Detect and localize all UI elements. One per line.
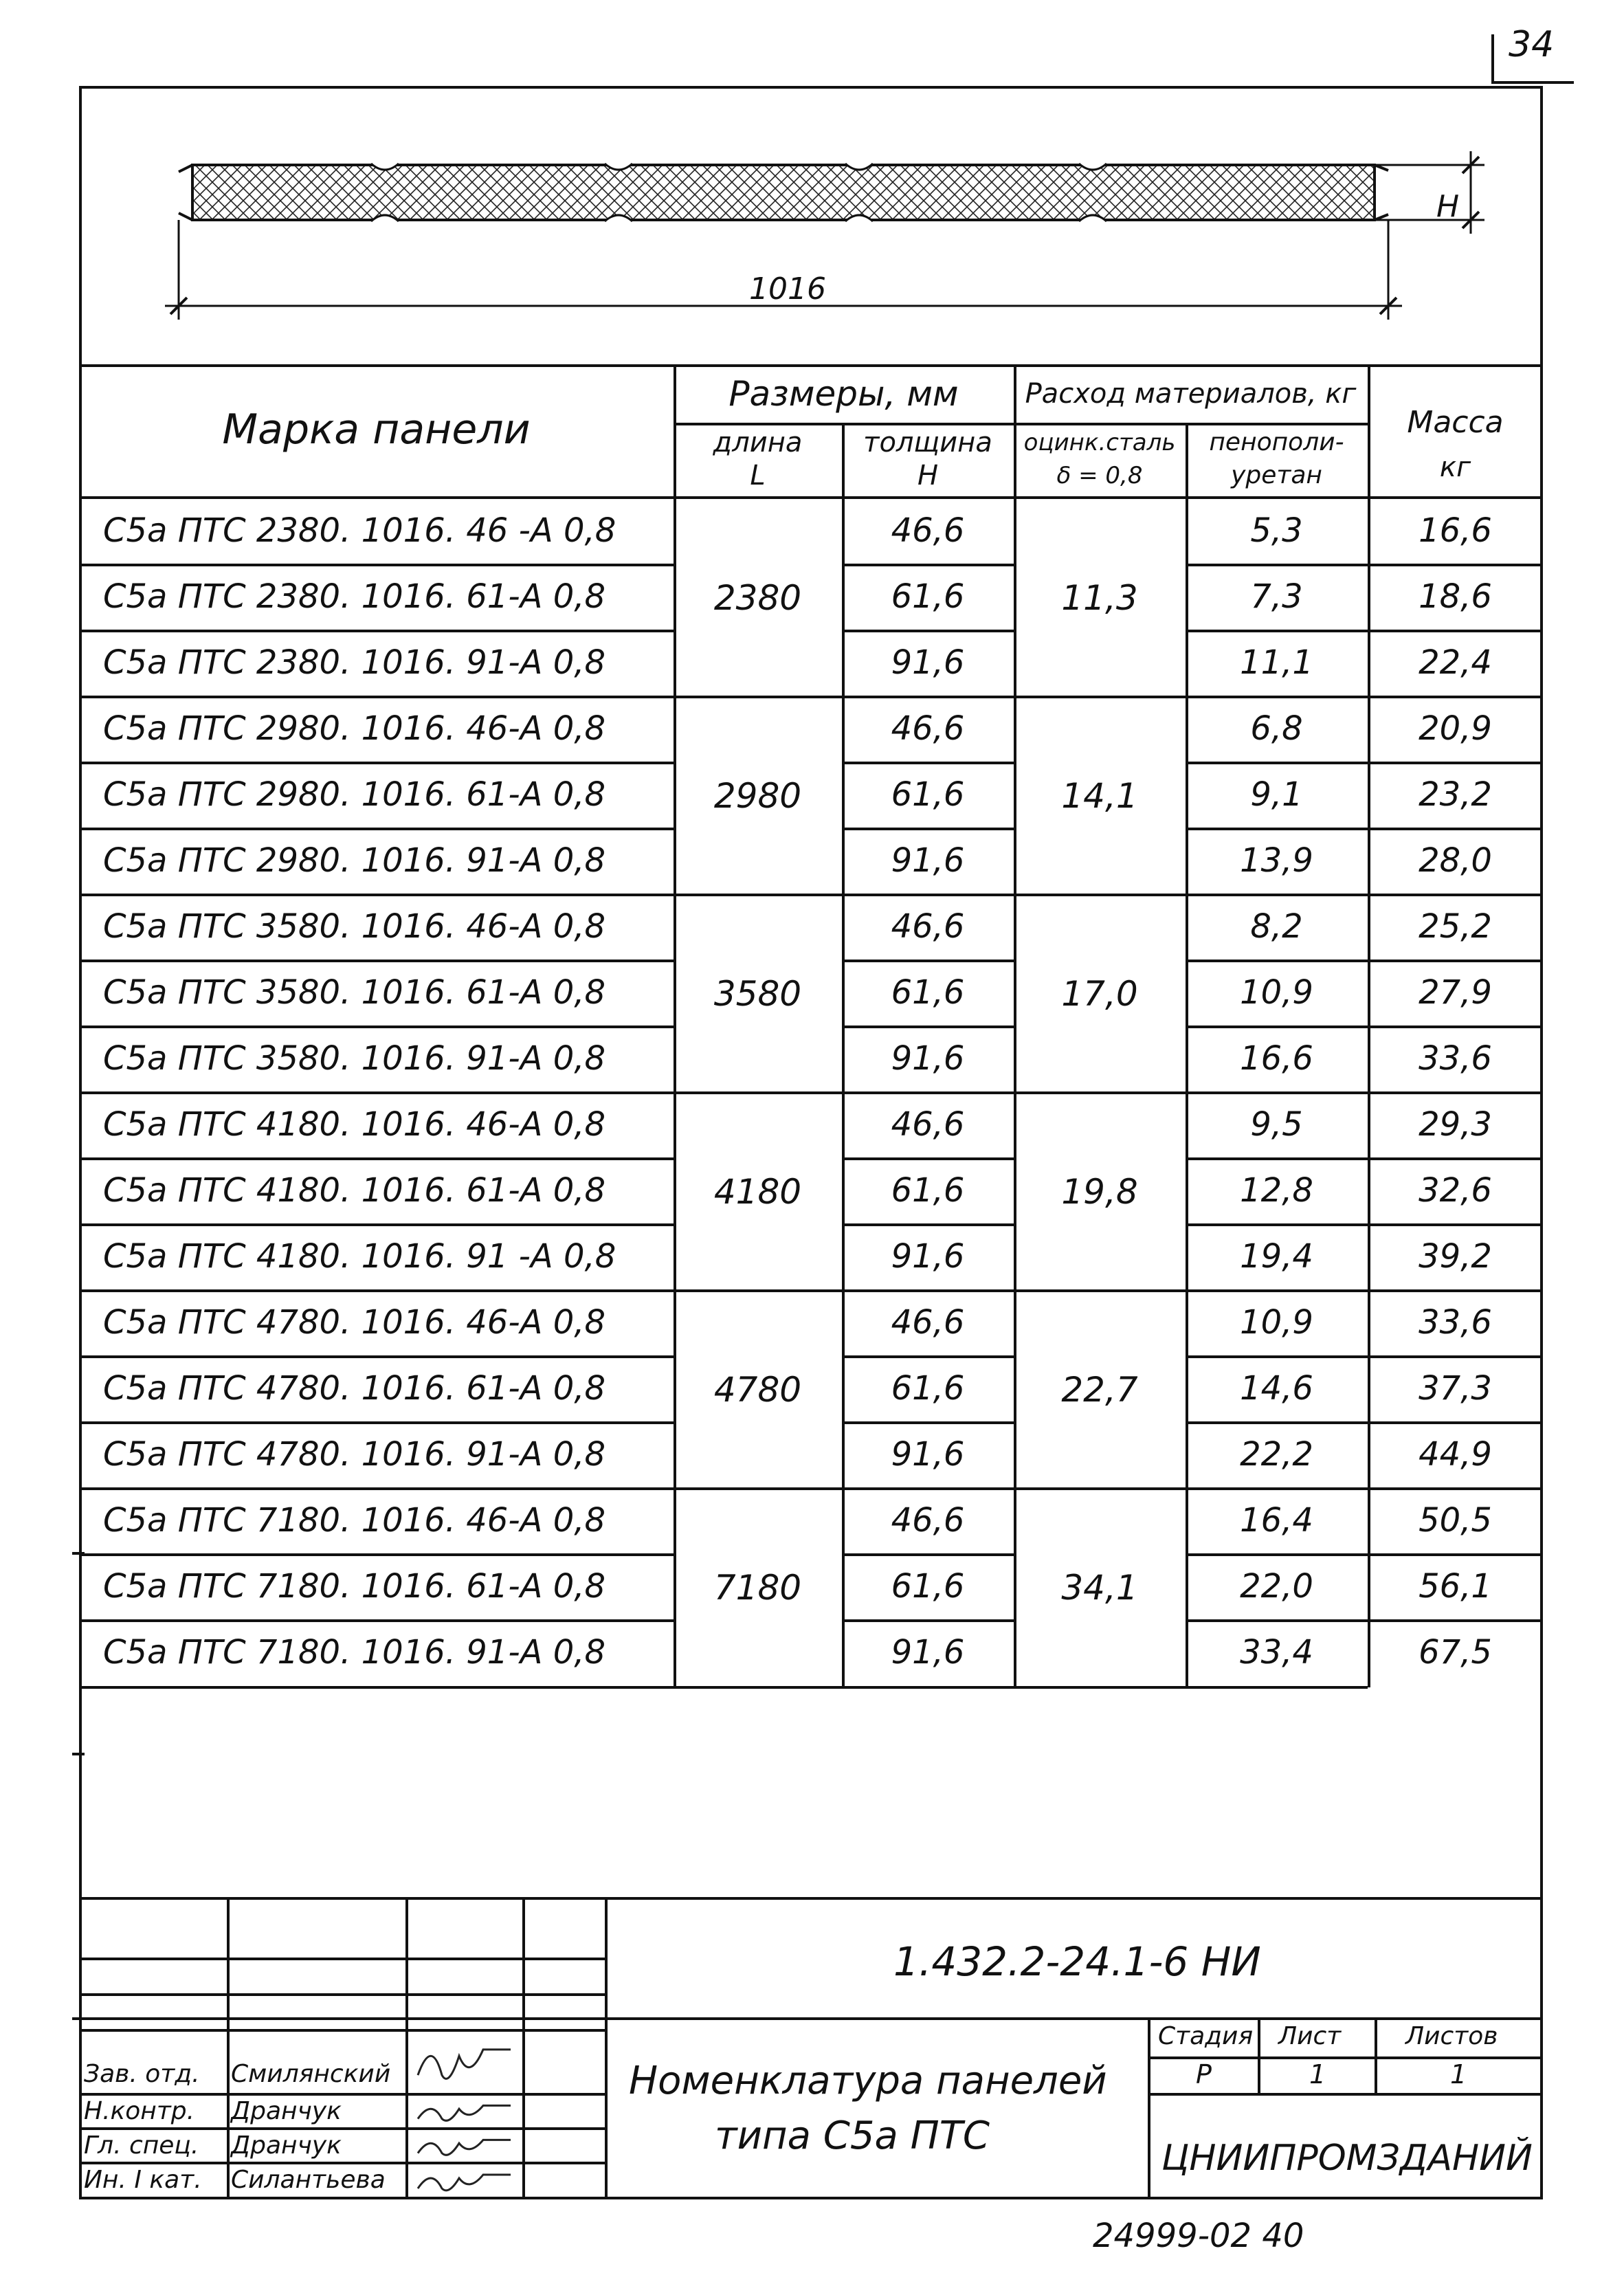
signature-scribble: [411, 2164, 521, 2199]
thickness-cell: 91,6: [891, 1237, 965, 1276]
tb-stage-col: [1148, 2017, 1150, 2199]
thickness-cell: 61,6: [891, 577, 965, 616]
sheets-label: Листов: [1405, 2022, 1498, 2050]
mass-cell: 22,4: [1419, 643, 1492, 682]
stage-value: Р: [1196, 2059, 1212, 2089]
mass-cell: 25,2: [1419, 907, 1492, 946]
thickness-cell: 61,6: [891, 973, 965, 1012]
title-line-1: Номенклатура панелей: [629, 2059, 1107, 2103]
panel-mark-cell: С5а ПТС 4180. 1016. 46-А 0,8: [103, 1105, 606, 1144]
mass-cell: 44,9: [1419, 1435, 1492, 1474]
signature-scribble: [411, 2130, 521, 2163]
header-thickness: толщина: [863, 426, 992, 458]
tb-left-row-3: [79, 2029, 605, 2032]
page-number-tick: [1491, 34, 1494, 82]
header-foam-2: уретан: [1231, 461, 1322, 489]
header-steel-sym: δ = 0,8: [1056, 461, 1143, 489]
panel-section-drawing: [82, 89, 1539, 357]
tb-left-col-4: [605, 1897, 608, 2199]
length-group-cell: 4180: [713, 1172, 802, 1212]
mass-cell: 33,6: [1419, 1303, 1492, 1342]
panel-mark-cell: С5а ПТС 3580. 1016. 91-А 0,8: [103, 1039, 606, 1078]
thickness-cell: 46,6: [891, 907, 965, 946]
foam-cell: 8,2: [1250, 907, 1303, 946]
foam-cell: 19,4: [1240, 1237, 1313, 1276]
panel-mark-cell: С5а ПТС 4780. 1016. 61-А 0,8: [103, 1369, 606, 1408]
tb-doc-code-rule: [79, 2017, 1543, 2020]
panel-mark-cell: С5а ПТС 2980. 1016. 91-А 0,8: [103, 841, 606, 880]
mass-cell: 37,3: [1419, 1369, 1492, 1408]
tb-left-row-2: [79, 1993, 605, 1996]
header-thickness-sym: H: [917, 459, 939, 491]
steel-group-cell: 17,0: [1061, 974, 1138, 1014]
steel-group-cell: 14,1: [1061, 776, 1138, 816]
sheet-label: Лист: [1278, 2022, 1342, 2050]
title-block-top-rule: [79, 1897, 1543, 1900]
thickness-cell: 61,6: [891, 1171, 965, 1210]
width-dimension-label: 1016: [749, 271, 826, 307]
foam-cell: 22,0: [1240, 1567, 1313, 1606]
mass-cell: 33,6: [1419, 1039, 1492, 1078]
panel-mark-cell: С5а ПТС 4180. 1016. 61-А 0,8: [103, 1171, 606, 1210]
foam-cell: 11,1: [1240, 643, 1313, 682]
mass-cell: 67,5: [1419, 1633, 1492, 1672]
length-group-cell: 3580: [713, 974, 802, 1014]
foam-cell: 5,3: [1250, 511, 1303, 550]
sheets-value: 1: [1450, 2059, 1467, 2089]
panel-mark-cell: С5а ПТС 2980. 1016. 61-А 0,8: [103, 775, 606, 814]
foam-cell: 16,6: [1240, 1039, 1313, 1078]
steel-group-cell: 34,1: [1061, 1568, 1138, 1608]
foam-cell: 16,4: [1240, 1501, 1313, 1540]
tb-sheet-col: [1258, 2017, 1260, 2093]
foam-cell: 12,8: [1240, 1171, 1313, 1210]
thickness-cell: 61,6: [891, 1567, 965, 1606]
foam-cell: 22,2: [1240, 1435, 1313, 1474]
thickness-cell: 46,6: [891, 709, 965, 748]
panel-mark-cell: С5а ПТС 2980. 1016. 46-А 0,8: [103, 709, 606, 748]
mass-cell: 39,2: [1419, 1237, 1492, 1276]
mass-cell: 23,2: [1419, 775, 1492, 814]
foam-cell: 7,3: [1250, 577, 1303, 616]
height-dimension-label: H: [1436, 189, 1460, 224]
tb-left-row-1: [79, 1958, 605, 1960]
thickness-cell: 91,6: [891, 643, 965, 682]
foam-cell: 6,8: [1250, 709, 1303, 748]
panel-mark-cell: С5а ПТС 7180. 1016. 91-А 0,8: [103, 1633, 606, 1672]
thickness-cell: 46,6: [891, 1501, 965, 1540]
panel-mark-cell: С5а ПТС 3580. 1016. 61-А 0,8: [103, 973, 606, 1012]
tb-left-row-4: [79, 2093, 605, 2096]
thickness-cell: 46,6: [891, 1303, 965, 1342]
thickness-cell: 61,6: [891, 775, 965, 814]
binding-tick-2: [72, 1753, 85, 1755]
mass-cell: 28,0: [1419, 841, 1492, 880]
panel-mark-cell: С5а ПТС 2380. 1016. 46 -А 0,8: [103, 511, 616, 550]
mass-cell: 27,9: [1419, 973, 1492, 1012]
document-code: 1.432.2-24.1-6 НИ: [893, 1938, 1261, 1985]
signer-role: Зав. отд.: [84, 2060, 200, 2088]
header-foam: пенополи-: [1209, 428, 1344, 456]
tb-org-row: [1148, 2093, 1543, 2096]
mass-cell: 50,5: [1419, 1501, 1492, 1540]
steel-group-cell: 19,8: [1061, 1172, 1138, 1212]
thickness-cell: 91,6: [891, 1039, 965, 1078]
page-number-rule: [1491, 81, 1574, 84]
panel-mark-cell: С5а ПТС 4780. 1016. 46-А 0,8: [103, 1303, 606, 1342]
signer-name: Силантьева: [231, 2166, 386, 2194]
panel-mark-cell: С5а ПТС 7180. 1016. 61-А 0,8: [103, 1567, 606, 1606]
header-mass: Масса: [1407, 405, 1504, 440]
signer-role: Н.контр.: [84, 2097, 195, 2125]
tb-sheets-col: [1375, 2017, 1377, 2093]
page-number: 34: [1509, 24, 1555, 65]
signature-scribble: [411, 2096, 521, 2129]
length-group-cell: 2380: [713, 578, 802, 618]
steel-group-cell: 22,7: [1061, 1370, 1138, 1410]
panel-mark-cell: С5а ПТС 3580. 1016. 46-А 0,8: [103, 907, 606, 946]
mass-cell: 32,6: [1419, 1171, 1492, 1210]
organization: ЦНИИПРОМЗДАНИЙ: [1161, 2138, 1533, 2179]
tb-left-col-2: [405, 1897, 408, 2199]
length-group-cell: 7180: [713, 1568, 802, 1608]
sheet-value: 1: [1309, 2059, 1326, 2089]
thickness-cell: 91,6: [891, 841, 965, 880]
mass-cell: 29,3: [1419, 1105, 1492, 1144]
header-steel: оцинк.сталь: [1023, 428, 1176, 456]
mass-cell: 56,1: [1419, 1567, 1492, 1606]
foam-cell: 9,5: [1250, 1105, 1303, 1144]
signer-role: Ин. I кат.: [84, 2166, 202, 2194]
signer-name: Дранчук: [231, 2131, 342, 2160]
panel-mark-cell: С5а ПТС 4180. 1016. 91 -А 0,8: [103, 1237, 616, 1276]
panel-mark-cell: С5а ПТС 2380. 1016. 61-А 0,8: [103, 577, 606, 616]
title-line-2: типа С5а ПТС: [715, 2114, 990, 2158]
length-group-cell: 2980: [713, 776, 802, 816]
foam-cell: 10,9: [1240, 1303, 1313, 1342]
panel-mark-cell: С5а ПТС 7180. 1016. 46-А 0,8: [103, 1501, 606, 1540]
foam-cell: 33,4: [1240, 1633, 1313, 1672]
thickness-cell: 91,6: [891, 1435, 965, 1474]
stage-label: Стадия: [1158, 2022, 1254, 2050]
tb-left-col-3: [522, 1897, 525, 2199]
header-sizes: Размеры, мм: [728, 374, 959, 414]
panel-mark-cell: С5а ПТС 2380. 1016. 91-А 0,8: [103, 643, 606, 682]
foam-cell: 9,1: [1250, 775, 1303, 814]
panel-mark-cell: С5а ПТС 4780. 1016. 91-А 0,8: [103, 1435, 606, 1474]
signer-role: Гл. спец.: [84, 2131, 199, 2160]
tb-left-row-6: [79, 2162, 605, 2164]
signature-scribble: [411, 2030, 521, 2094]
mass-cell: 20,9: [1419, 709, 1492, 748]
header-mass-unit: кг: [1439, 452, 1471, 483]
steel-group-cell: 11,3: [1061, 578, 1138, 618]
thickness-cell: 46,6: [891, 511, 965, 550]
header-length: длина: [713, 426, 803, 458]
thickness-cell: 46,6: [891, 1105, 965, 1144]
thickness-cell: 91,6: [891, 1633, 965, 1672]
signer-name: Смилянский: [231, 2060, 391, 2088]
mass-cell: 16,6: [1419, 511, 1492, 550]
length-group-cell: 4780: [713, 1370, 802, 1410]
mass-cell: 18,6: [1419, 577, 1492, 616]
header-length-sym: L: [750, 459, 766, 491]
signer-name: Дранчук: [231, 2097, 342, 2125]
header-consumption: Расход материалов, кг: [1025, 378, 1357, 410]
foam-cell: 13,9: [1240, 841, 1313, 880]
header-mark: Марка панели: [222, 406, 531, 454]
foam-cell: 10,9: [1240, 973, 1313, 1012]
footer-code: 24999-02 40: [1093, 2217, 1304, 2255]
tb-left-row-5: [79, 2127, 605, 2130]
foam-cell: 14,6: [1240, 1369, 1313, 1408]
thickness-cell: 61,6: [891, 1369, 965, 1408]
tb-left-col-1: [227, 1897, 230, 2199]
